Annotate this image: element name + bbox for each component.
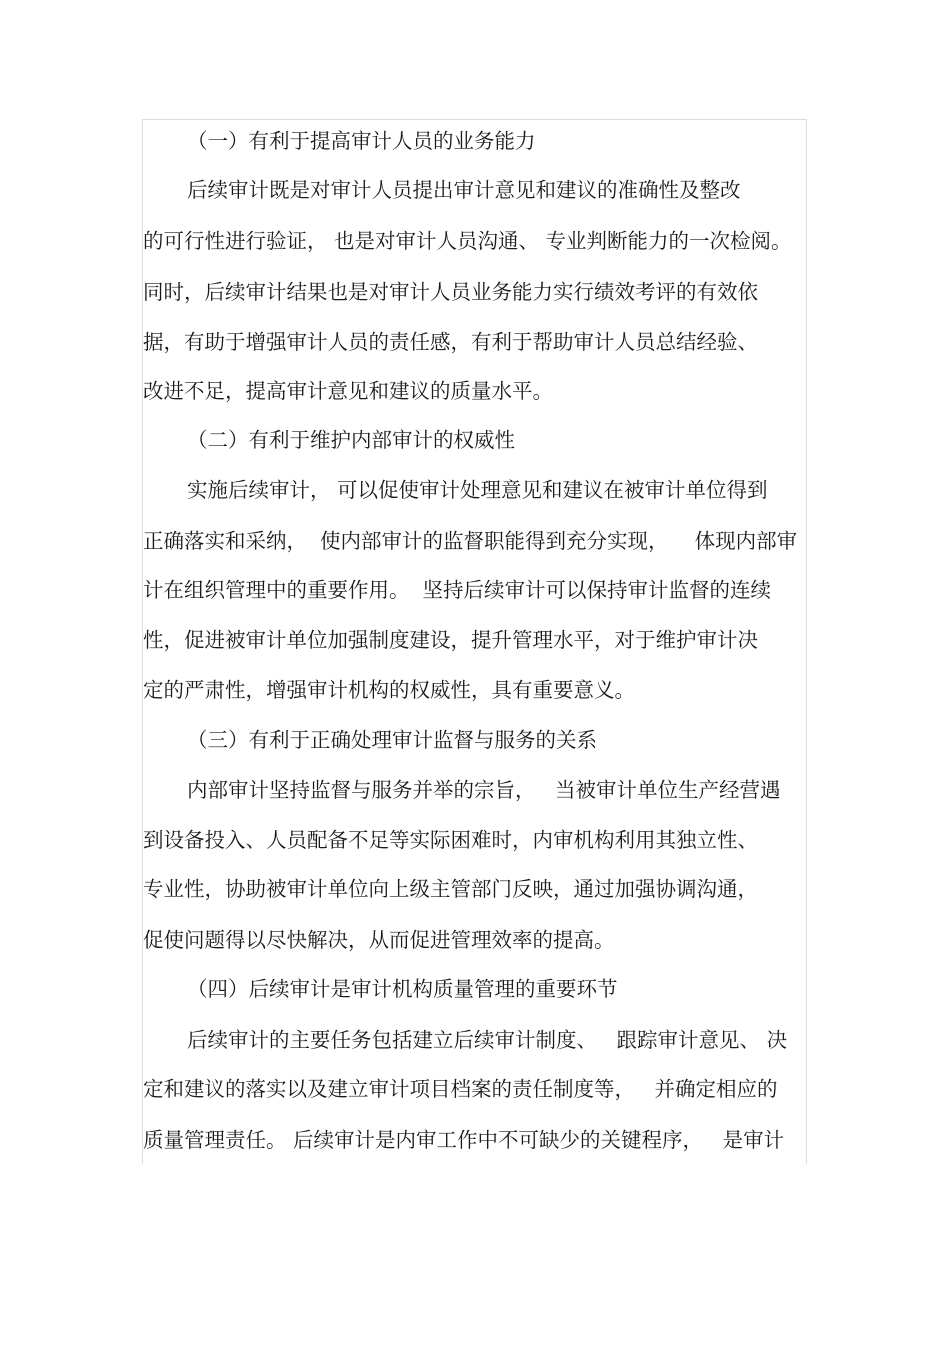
paragraph-line: 到设备投入、人员配备不足等实际困难时，内审机构利用其独立性、 (143, 828, 758, 852)
paragraph-line: 同时，后续审计结果也是对审计人员业务能力实行绩效考评的有效依 (143, 280, 758, 304)
section-heading-1: （一）有利于提高审计人员的业务能力 (187, 129, 536, 153)
paragraph-line: 后续审计既是对审计人员提出审计意见和建议的准确性及整改 (187, 178, 741, 202)
paragraph-line: 定的严肃性，增强审计机构的权威性，具有重要意义。 (143, 678, 635, 702)
section-heading-4: （四）后续审计是审计机构质量管理的重要环节 (187, 977, 618, 1001)
paragraph-line: 据，有助于增强审计人员的责任感，有利于帮助审计人员总结经验、 (143, 330, 758, 354)
paragraph-line: 计在组织管理中的重要作用。 坚持后续审计可以保持审计监督的连续 (143, 578, 772, 602)
paragraph-line: 内部审计坚持监督与服务并举的宗旨， 当被审计单位生产经营遇 (187, 778, 781, 802)
section-heading-2: （二）有利于维护内部审计的权威性 (187, 428, 515, 452)
paragraph-line: 定和建议的落实以及建立审计项目档案的责任制度等， 并确定相应的 (143, 1077, 778, 1101)
paragraph-line: 正确落实和采纳， 使内部审计的监督职能得到充分实现， 体现内部审 (143, 529, 798, 553)
paragraph-line: 改进不足，提高审计意见和建议的质量水平。 (143, 379, 553, 403)
paragraph-line: 的可行性进行验证， 也是对审计人员沟通、 专业判断能力的一次检阅。 (143, 229, 792, 253)
paragraph-line: 促使问题得以尽快解决，从而促进管理效率的提高。 (143, 928, 615, 952)
paragraph-line: 后续审计的主要任务包括建立后续审计制度、 跟踪审计意见、 决 (187, 1028, 788, 1052)
paragraph-line: 性，促进被审计单位加强制度建设，提升管理水平，对于维护审计决 (143, 628, 758, 652)
section-heading-3: （三）有利于正确处理审计监督与服务的关系 (187, 728, 597, 752)
paragraph-line: 质量管理责任。 后续审计是内审工作中不可缺少的关键程序， 是审计 (143, 1128, 785, 1152)
paragraph-line: 实施后续审计， 可以促使审计处理意见和建议在被审计单位得到 (187, 478, 768, 502)
paragraph-line: 专业性，协助被审计单位向上级主管部门反映，通过加强协调沟通， (143, 877, 758, 901)
